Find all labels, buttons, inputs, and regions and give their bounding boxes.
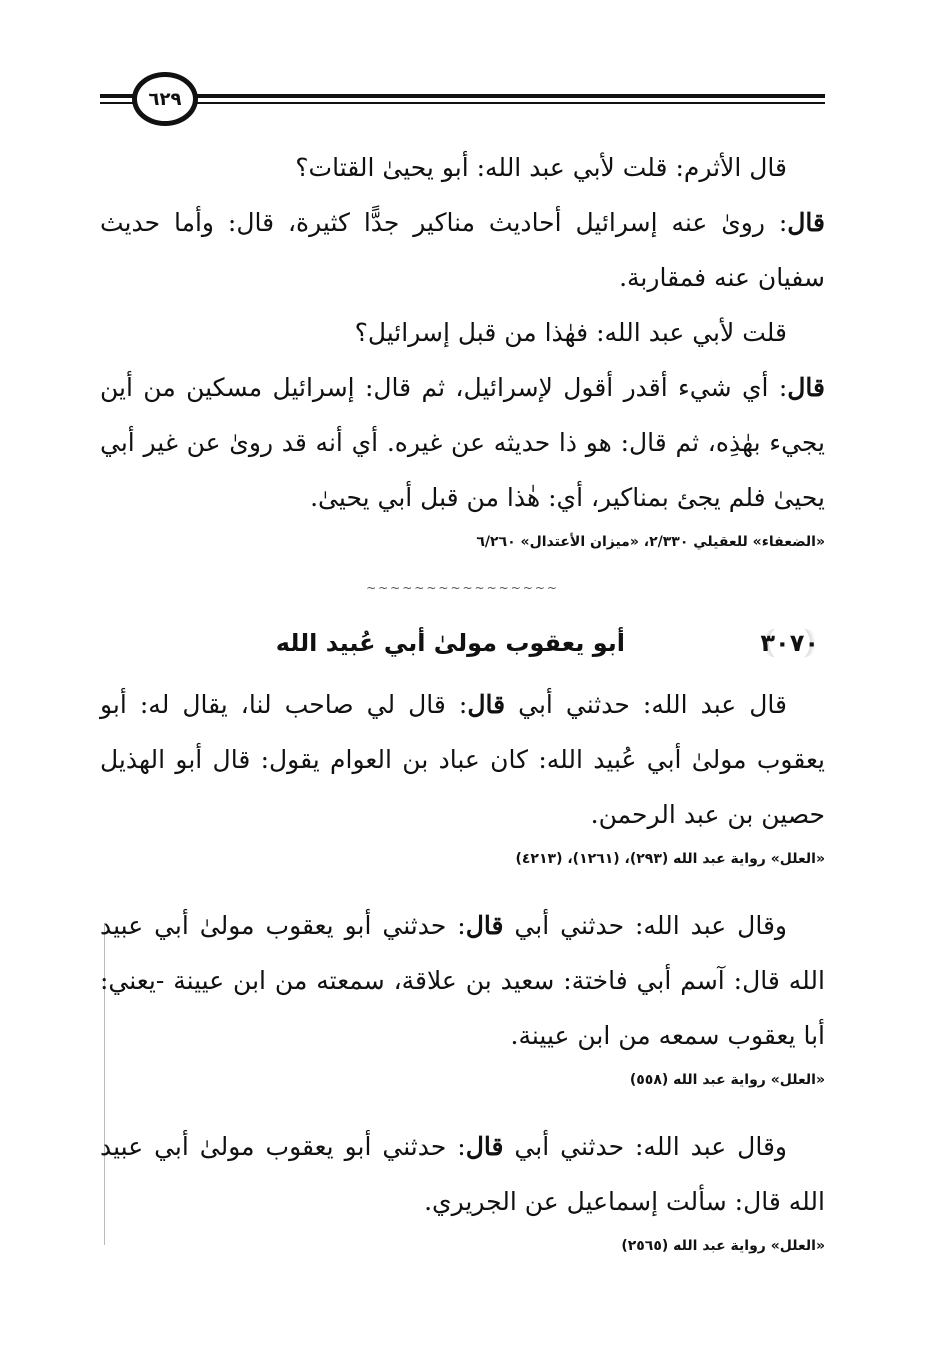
qala-label: قال — [467, 690, 506, 719]
paragraph-text: : أي شيء أقدر أقول لإسرائيل، ثم قال: إسرائيل مسكين من أين يجيء بهٰذِه، ثم قال: هو ذا حديثه عن غيره. أي أنه قد رویٰ عن غير أبي يحيىٰ فلم يجئ بمناكير، أي: هٰذا من قبل أبي يحيىٰ. — [100, 373, 825, 512]
paragraph-text: قال عبد الله: حدثني أبي — [505, 690, 787, 719]
entry-title: أبو يعقوب مولىٰ أبي عُبيد الله — [275, 629, 625, 657]
paragraph-text: : رویٰ عنه إسرائيل أحاديث مناكير جدًّا كثيرة، قال: وأما حديث سفيان عنه فمقاربة. — [100, 208, 825, 292]
header-rule-thin — [100, 102, 825, 104]
qala-label: قال — [787, 208, 825, 237]
paragraph — [100, 677, 825, 842]
entry-number: ٣٠٧٠ — [756, 627, 823, 659]
qala-label: قال — [465, 1132, 504, 1161]
paragraph-text: : قال لي صاحب لنا، يقال له: أبو يعقوب مولىٰ أبي عُبيد الله: كان عباد بن العوام يقول: قال أبو الهذيل حصين بن عبد الرحمن. — [100, 690, 825, 829]
paragraph-text: : حدثني أبو يعقوب مولىٰ أبي عبيد الله قال: سألت إسماعيل عن الجريري. — [100, 1132, 825, 1216]
citation: «العلل» رواية عبد الله (٢٥٦٥) — [621, 1238, 825, 1254]
page-content — [100, 140, 825, 1285]
paragraph — [100, 898, 825, 1063]
paragraph: قلت لأبي عبد الله: فهٰذا من قبل إسرائيل؟ — [354, 318, 787, 347]
paragraph-text: وقال عبد الله: حدثني أبي — [503, 911, 787, 940]
qala-label: قال — [787, 373, 825, 402]
paragraph-text: : حدثني أبو يعقوب مولىٰ أبي عبيد الله قال: آسم أبي فاختة: سعيد بن علاقة، سمعته من ابن عيينة -يعني: أبا يعقوب سمعه من ابن عيينة. — [100, 911, 825, 1050]
paragraph — [100, 1119, 825, 1229]
paragraph: قال الأثرم: قلت لأبي عبد الله: أبو يحيىٰ القتات؟ — [295, 153, 787, 182]
paragraph — [100, 360, 825, 525]
header-rule-thick — [100, 94, 825, 98]
paragraph — [100, 195, 825, 305]
citation: «الضعفاء» للعقيلي ٢/٣٣٠، «ميزان الأعتدال» ٦/٢٦٠ — [476, 534, 825, 550]
divider-ornament: ~~~~~~~~~~~~~~~~ — [366, 581, 559, 595]
citation: «العلل» رواية عبد الله (٥٥٨) — [629, 1072, 825, 1088]
page-number: ٦٢٩ — [132, 72, 198, 126]
page-header — [100, 70, 825, 130]
entry-heading — [100, 625, 825, 677]
paragraph-text: وقال عبد الله: حدثني أبي — [503, 1132, 787, 1161]
citation: «العلل» رواية عبد الله (٢٩٣)، (١٢٦١)، (٤٢١٣) — [515, 851, 825, 867]
qala-label: قال — [465, 911, 504, 940]
